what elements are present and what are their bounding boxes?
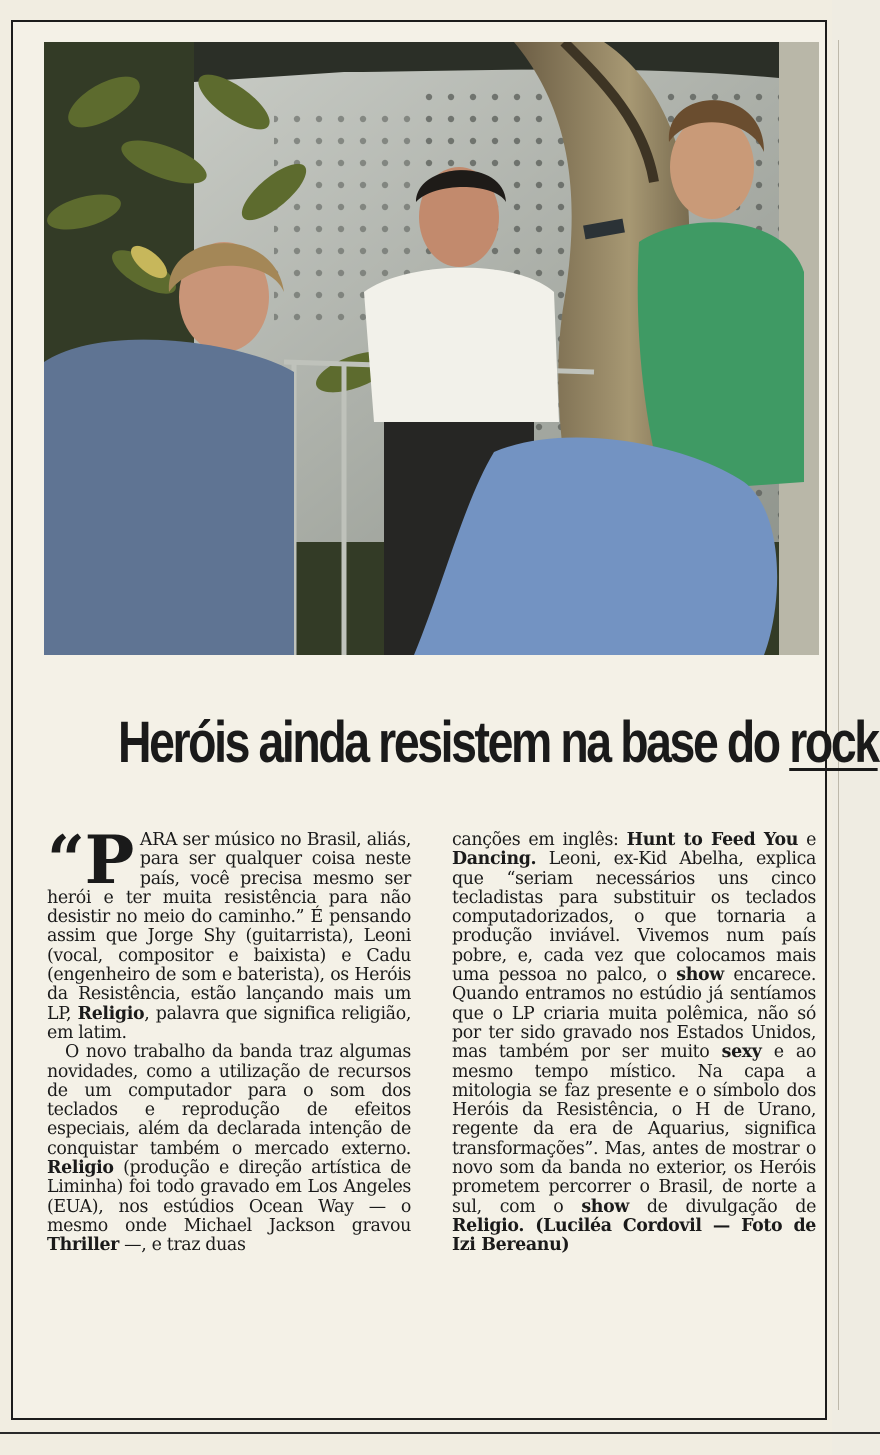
paragraph-2-end: —, e traz duas — [119, 1235, 246, 1256]
byline: Religio. (Luciléa Cordovil — Foto de Izi Bereanu) — [452, 1215, 816, 1256]
thriller-title: Thriller — [47, 1235, 119, 1256]
paragraph-3-near-end: de divulgação de — [628, 1196, 817, 1217]
left-column — [47, 821, 411, 1256]
paragraph-1 — [47, 821, 411, 1043]
song-title-2: Dancing. — [452, 849, 537, 870]
paragraph-3 — [452, 831, 816, 1256]
band-photo-icon — [44, 42, 819, 655]
band-photo — [44, 42, 819, 655]
paragraph-3-quote: Leoni, ex-Kid Abelha, explica que “seriam necessários uns cinco tecladistas para substituir os teclados computadorizados, o que tornaria a produção inviável. Vivemos num país pobre, e, cada vez que colocamos mais uma pessoa no palco, o — [452, 849, 816, 986]
drop-cap — [47, 821, 134, 899]
headline-underlined-word: rock — [789, 710, 878, 775]
album-title: Religio — [77, 1003, 145, 1024]
paragraph-3-continue: encarece. Quando entramos no estúdio já sentíamos que o LP criaria muita polêmica, não só por ter sido gravado nos Estados Unidos, mas também por ser muito — [452, 965, 816, 1063]
album-title-2: Religio — [47, 1158, 114, 1179]
sexy-word: sexy — [721, 1042, 762, 1063]
paragraph-2-text: O novo trabalho da banda traz algumas novidades, como a utilização de recursos de um computador para o som dos teclados e reprodução de efeitos especiais, além da declarada intenção de conquistar também o mercado externo. — [47, 1042, 411, 1159]
headline — [118, 695, 878, 790]
paragraph-1-text: ARA ser músico no Brasil, aliás, para ser qualquer coisa neste país, você precisa mesmo ser herói e ter muita resistência para não desistir no meio do caminho.” É pensando assim que Jorge Shy (guitarrista), Leoni (vocal, compositor e baixista) e Cadu (engenheiro de som e baterista), os Heróis da Resistência, estão lançando mais um LP, — [47, 830, 411, 1024]
drop-cap-letter: P — [84, 821, 134, 899]
paragraph-3-and: e — [798, 830, 817, 850]
bottom-edge-rule — [0, 1432, 880, 1434]
paragraph-3-start: canções em inglês: — [452, 830, 627, 850]
headline-main: Heróis ainda resistem na base do — [118, 710, 790, 775]
paragraph-2 — [47, 1043, 411, 1255]
paragraph-1-end: , palavra que significa religião, em latim. — [47, 1003, 411, 1043]
show-word-2: show — [581, 1196, 629, 1217]
right-column — [452, 831, 816, 1256]
song-title-1: Hunt to Feed You — [626, 830, 799, 850]
paragraph-2-middle: (produção e direção artística de Liminha) foi todo gravado em Los Angeles (EUA), nos estúdios Ocean Way — o mesmo onde Michael Jackson gravou — [47, 1158, 411, 1236]
show-word-1: show — [676, 965, 724, 986]
paragraph-3-more: e ao mesmo tempo místico. Na capa a mitologia se faz presente e o símbolo dos Heróis da Resistência, o H de Urano, regente da era de Aquarius, significa transformações”. Mas, antes de mostrar o novo som da banda no exterior, os Heróis prometem percorrer o Brasil, de norte a sul, com o — [452, 1042, 817, 1217]
opening-quote: “ — [47, 821, 85, 899]
